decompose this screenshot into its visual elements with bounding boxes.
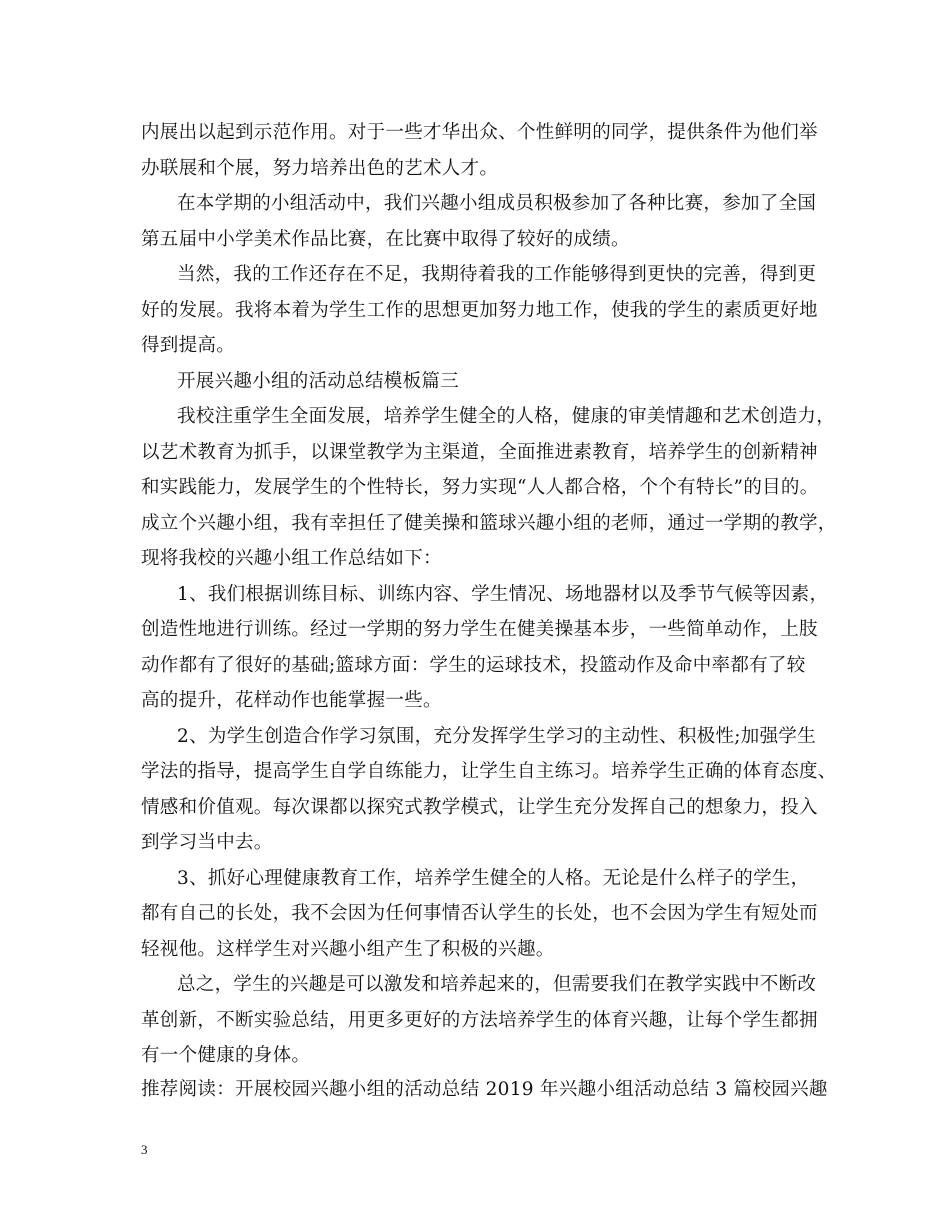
paragraph-first-line: 我校注重学生全面发展，培养学生健全的人格，健康的审美情趣和艺术创造力，	[177, 406, 836, 427]
page-number: 3	[141, 1142, 148, 1157]
paragraph-first-line: 当然，我的工作还存在不足，我期待着我的工作能够得到更快的完善，得到更	[177, 264, 817, 285]
list-item-3: 3、抓好心理健康教育工作，培养学生健全的人格。无论是什么样子的学生，	[177, 868, 810, 889]
text-line: 高的提升，花样动作也能掌握一些。	[141, 690, 442, 711]
text-line: 和实践能力，发展学生的个性特长，努力实现“人人都合格，个个有特长”的目的。	[141, 477, 819, 498]
text-line: 办联展和个展，努力培养出色的艺术人才。	[141, 158, 499, 179]
text-line: 好的发展。我将本着为学生工作的思想更加努力地工作，使我的学生的素质更好地	[141, 300, 818, 321]
paragraph-first-line: 总之，学生的兴趣是可以激发和培养起来的，但需要我们在教学实践中不断改	[177, 974, 817, 995]
list-item-1: 1、我们根据训练目标、训练内容、学生情况、场地器材以及季节气候等因素，	[177, 584, 829, 605]
text-line: 创造性地进行训练。经过一学期的努力学生在健美操基本步，一些简单动作，上肢	[141, 619, 818, 640]
list-item-2: 2、为学生创造合作学习氛围，充分发挥学生学习的主动性、积极性;加强学生	[177, 726, 817, 747]
text-line: 得到提高。	[141, 335, 236, 356]
text-line: 现将我校的兴趣小组工作总结如下：	[141, 548, 442, 569]
text-line: 革创新，不断实验总结，用更多更好的方法培养学生的体育兴趣，让每个学生都拥	[141, 1010, 818, 1031]
text-line: 内展出以起到示范作用。对于一些才华出众、个性鲜明的同学，提供条件为他们举	[141, 122, 818, 143]
paragraph-first-line: 在本学期的小组活动中，我们兴趣小组成员积极参加了各种比赛，参加了全国	[177, 193, 817, 214]
text-line: 第五届中小学美术作品比赛，在比赛中取得了较好的成绩。	[141, 229, 630, 250]
text-line: 轻视他。这样学生对兴趣小组产生了积极的兴趣。	[141, 939, 555, 960]
text-line: 到学习当中去。	[141, 832, 273, 853]
text-line: 都有自己的长处，我不会因为任何事情否认学生的长处，也不会因为学生有短处而	[141, 903, 818, 924]
text-line: 情感和价值观。每次课都以探究式教学模式，让学生充分发挥自己的想象力，投入	[141, 797, 818, 818]
text-line: 有一个健康的身体。	[141, 1045, 311, 1066]
text-line: 以艺术教育为抓手，以课堂教学为主渠道，全面推进素教育，培养学生的创新精神	[141, 442, 818, 463]
text-line: 学法的指导，提高学生自学自练能力，让学生自主练习。培养学生正确的体育态度、	[141, 761, 837, 782]
text-line: 动作都有了很好的基础;篮球方面：学生的运球技术，投篮动作及命中率都有了较	[141, 655, 806, 676]
section-heading: 开展兴趣小组的活动总结模板篇三	[177, 371, 460, 392]
recommended-reading: 推荐阅读：开展校园兴趣小组的活动总结 2019 年兴趣小组活动总结 3 篇校园兴趣	[141, 1079, 828, 1100]
text-line: 成立个兴趣小组，我有幸担任了健美操和篮球兴趣小组的老师，通过一学期的教学，	[141, 513, 837, 534]
